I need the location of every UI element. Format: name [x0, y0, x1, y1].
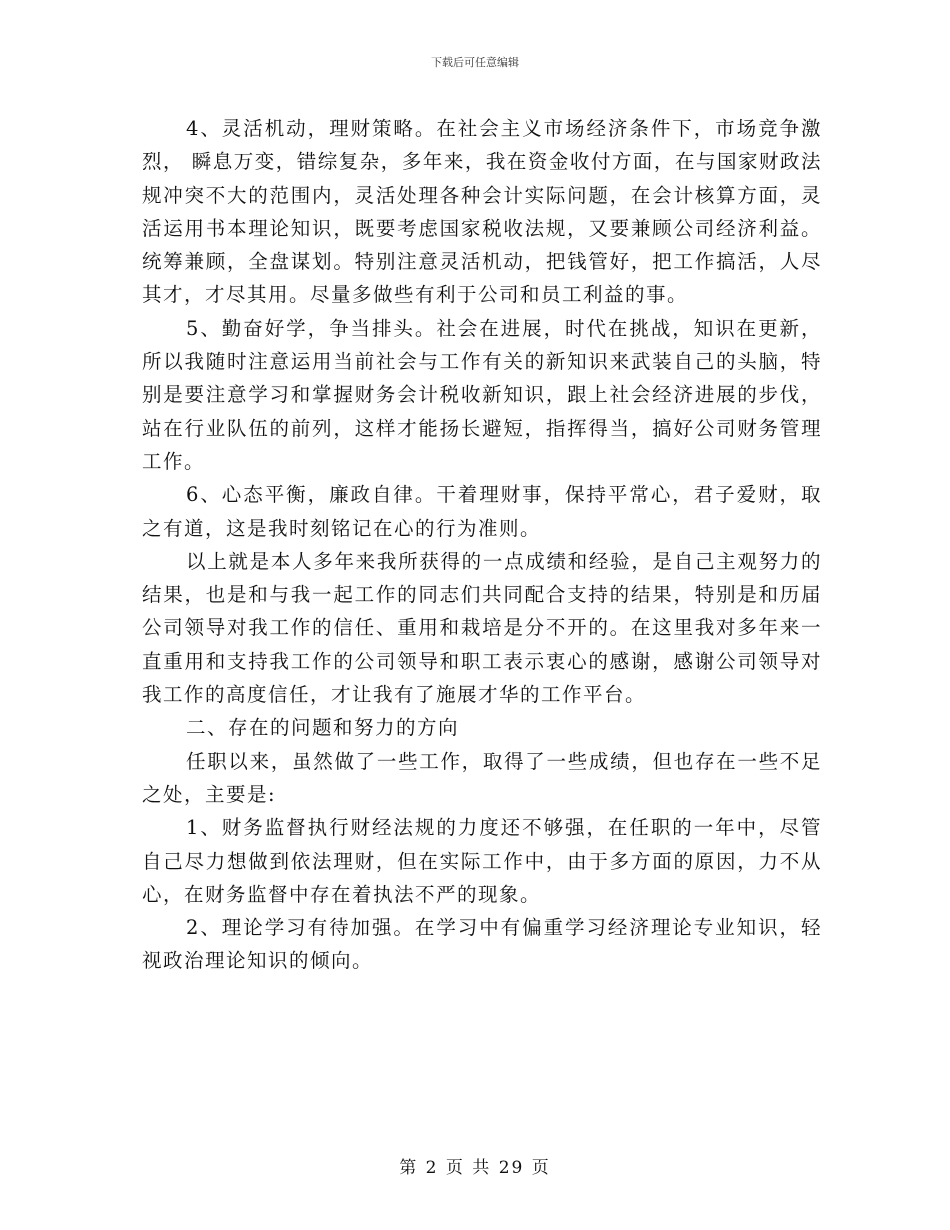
page-header: 下载后可任意编辑 — [431, 56, 519, 69]
paragraph-problem-2: 2、理论学习有待加强。在学习中有偏重学习经济理论专业知识，轻视政治理论知识的倾向。 — [142, 916, 822, 973]
paragraph-summary: 以上就是本人多年来我所获得的一点成绩和经验，是自己主观努力的结果，也是和与我一起工作的同志们共同配合支持的结果，特别是和历届公司领导对我工作的信任、重用和栽培是分不开的。在这里我对多年来一直重用和支持我工作的公司领导和职工表示衷心的感谢，感谢公司领导对我工作的高度信任，才让我有了施展才华的工作平台。 — [142, 549, 822, 707]
paragraph-problem-1: 1、财务监督执行财经法规的力度还不够强，在任职的一年中，尽管自己尽力想做到依法理财，但在实际工作中，由于多方面的原因，力不从心，在财务监督中存在着执法不严的现象。 — [142, 816, 822, 906]
document-body — [142, 112, 822, 978]
page-number: 第 2 页 共 29 页 — [399, 1158, 551, 1178]
section-heading: 二、存在的问题和努力的方向 — [186, 716, 460, 740]
paragraph-item-5: 5、勤奋好学，争当排头。社会在进展，时代在挑战，知识在更新，所以我随时注意运用当前社会与工作有关的新知识来武装自己的头脑，特别是要注意学习和掌握财务会计税收新知识，跟上社会经济进展的步伐，站在行业队伍的前列，这样才能扬长避短，指挥得当，搞好公司财务管理工作。 — [142, 316, 822, 473]
paragraph-intro: 任职以来，虽然做了一些工作，取得了一些成绩，但也存在一些不足之处，主要是: — [142, 749, 822, 806]
paragraph-item-4: 4、灵活机动，理财策略。在社会主义市场经济条件下，市场竞争激烈， 瞬息万变，错综复杂，多年来，我在资金收付方面，在与国家财政法规冲突不大的范围内，灵活处理各种会计实际问题，在会计核算方面，灵活运用书本理论知识，既要考虑国家税收法规，又要兼顾公司经济利益。统筹兼顾，全盘谋划。特别注意灵活机动，把钱管好，把工作搞活，人尽其才，才尽其用。尽量多做些有利于公司和员工利益的事。 — [142, 117, 822, 307]
paragraph-item-6: 6、心态平衡，廉政自律。干着理财事，保持平常心，君子爱财，取之有道，这是我时刻铭记在心的行为准则。 — [142, 483, 822, 540]
